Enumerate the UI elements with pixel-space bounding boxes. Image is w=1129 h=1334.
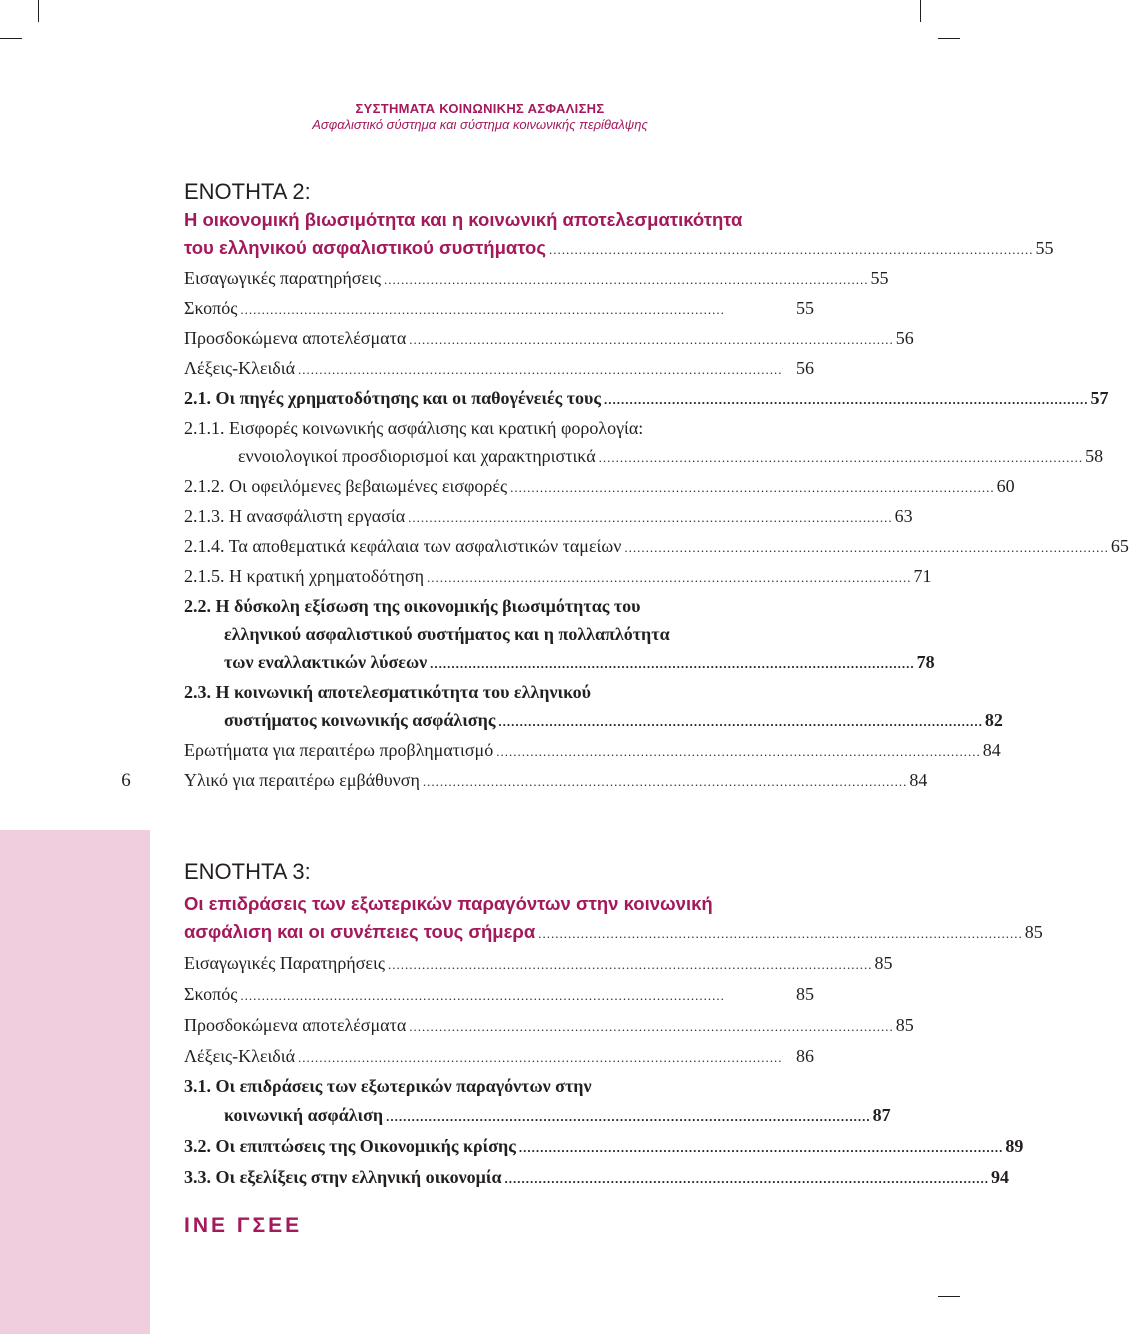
toc-entry-text: 3.3. Οι εξελίξεις στην ελληνική οικονομία (184, 1167, 502, 1187)
page-number: 6 (121, 770, 131, 791)
leader-dots: .................................................................................................................. (240, 302, 725, 317)
leader-dots: .................................................................................................................. (298, 362, 783, 377)
toc-entry-text: εννοιολογικοί προσδιορισμοί και χαρακτηριστικά (238, 446, 596, 466)
page-ref: 85 (895, 1015, 914, 1035)
toc-entry-2-3[interactable] (184, 706, 1003, 736)
leader-dots: .................................................................................................................. (409, 332, 894, 347)
leader-dots: .................................................................................................................. (498, 714, 983, 729)
toc-entry-2-3-line1: 2.3. Η κοινωνική αποτελεσματικότητα του ελληνικού (184, 682, 591, 702)
unit-2-title-line2: του ελληνικού ασφαλιστικού συστήματος (184, 237, 546, 258)
running-header (0, 101, 960, 133)
toc-entry-text: 2.1.5. Η κρατική χρηματοδότηση (184, 566, 424, 586)
leader-dots: .................................................................................................................. (518, 1140, 1004, 1155)
unit-2-title-line1: Η οικονομική βιωσιμότητα και η κοινωνική αποτελεσματικότητα (184, 209, 743, 230)
toc-entry-text: 2.1.4. Τα αποθεματικά κεφάλαια των ασφαλιστικών ταμείων (184, 536, 622, 556)
leader-dots: .................................................................................................................. (240, 988, 725, 1003)
toc-entry-text: κοινωνική ασφάλιση (224, 1105, 384, 1125)
page-ref: 82 (984, 710, 1003, 730)
side-color-bar (0, 830, 150, 1334)
toc-entry-text: 2.1. Οι πηγές χρηματοδότησης και οι παθογένειές τους (184, 388, 601, 408)
page-ref: 57 (1090, 388, 1109, 408)
page-ref: 87 (872, 1105, 891, 1125)
leader-dots: .................................................................................................................. (422, 774, 908, 789)
toc-entry-unit-2-title[interactable] (184, 234, 1054, 264)
page-ref: 55 (796, 298, 814, 318)
unit-2-section (184, 178, 1129, 796)
toc-entry[interactable] (184, 1010, 914, 1041)
leader-dots: .................................................................................................................. (496, 744, 981, 759)
toc-entry[interactable] (184, 736, 1001, 766)
toc-entry-2-1-1[interactable] (184, 442, 1104, 472)
toc-entry[interactable] (184, 264, 889, 294)
unit-2-label: ΕΝΟΤΗΤΑ 2: (184, 179, 311, 204)
toc-entry-2-2-line1: 2.2. Η δύσκολη εξίσωση της οικονομικής βιωσιμότητας του (184, 596, 641, 616)
toc-entry-text: Προσδοκώμενα αποτελέσματα (184, 328, 407, 348)
page-ref: 86 (796, 1046, 814, 1066)
publisher-logo: ΙΝΕ ΓΣΕΕ (184, 1214, 303, 1237)
page-ref: 56 (895, 328, 914, 348)
toc-entry-2-1-5[interactable] (184, 562, 932, 592)
page-ref: 55 (1035, 238, 1054, 258)
leader-dots: .................................................................................................................. (387, 957, 873, 972)
header-subtitle: Ασφαλιστικό σύστημα και σύστημα κοινωνικής περίθαλψης (312, 117, 648, 132)
leader-dots: .................................................................................................................. (548, 242, 1034, 257)
toc-entry-text: των εναλλακτικών λύσεων (224, 652, 428, 672)
toc-entry[interactable] (184, 324, 914, 354)
page-ref: 78 (916, 652, 935, 672)
toc-entry-2-1[interactable] (184, 384, 1109, 414)
toc-entry-text: Λέξεις-Κλειδιά (184, 1046, 296, 1066)
page-ref: 84 (982, 740, 1001, 760)
crop-mark (938, 1296, 960, 1297)
toc-entry-3-1-line1: 3.1. Οι επιδράσεις των εξωτερικών παραγόντων στην (184, 1076, 592, 1096)
page-ref: 63 (894, 506, 913, 526)
page-ref: 65 (1110, 536, 1129, 556)
toc-entry-2-1-1-line1: 2.1.1. Εισφορές κοινωνικής ασφάλισης και κρατική φορολογία: (184, 418, 644, 438)
page-ref: 89 (1005, 1136, 1024, 1156)
toc-entry[interactable] (184, 979, 814, 1010)
toc-entry[interactable] (184, 766, 928, 796)
toc-entry[interactable] (184, 354, 814, 384)
toc-entry-text: Προσδοκώμενα αποτελέσματα (184, 1015, 407, 1035)
toc-entry[interactable] (184, 1041, 814, 1072)
toc-entry-2-1-4[interactable] (184, 532, 1129, 562)
leader-dots: .................................................................................................................. (624, 540, 1109, 555)
toc-entry-3-2[interactable] (184, 1131, 1024, 1162)
toc-entry-text: Λέξεις-Κλειδιά (184, 358, 296, 378)
leader-dots: .................................................................................................................. (538, 926, 1023, 941)
toc-entry-text: Εισαγωγικές Παρατηρήσεις (184, 953, 385, 973)
toc-entry-2-1-2[interactable] (184, 472, 1015, 502)
toc-entry-text: 3.2. Οι επιπτώσεις της Οικονομικής κρίσης (184, 1136, 516, 1156)
toc-entry-text: Σκοπός (184, 984, 238, 1004)
page-ref: 60 (996, 476, 1015, 496)
toc-entry-text: Εισαγωγικές παρατηρήσεις (184, 268, 382, 288)
toc-entry-text: Σκοπός (184, 298, 238, 318)
leader-dots: .................................................................................................................. (384, 272, 869, 287)
unit-3-title-line1: Οι επιδράσεις των εξωτερικών παραγόντων στην κοινωνική (184, 893, 713, 914)
toc-entry-text: συστήματος κοινωνικής ασφάλισης (224, 710, 496, 730)
toc-entry[interactable] (184, 294, 814, 324)
unit-3-section (184, 858, 1043, 1193)
crop-mark (38, 0, 39, 22)
page-ref: 84 (909, 770, 928, 790)
unit-3-title-line2: ασφάλιση και οι συνέπειες τους σήμερα (184, 921, 536, 942)
page-ref: 55 (870, 268, 889, 288)
leader-dots: .................................................................................................................. (386, 1109, 871, 1124)
leader-dots: .................................................................................................................. (510, 480, 995, 495)
page-ref: 71 (913, 566, 932, 586)
crop-mark (920, 0, 921, 22)
leader-dots: .................................................................................................................. (504, 1171, 990, 1186)
header-title: ΣΥΣΤΗΜΑΤΑ ΚΟΙΝΩΝΙΚΗΣ ΑΣΦΑΛΙΣΗΣ (355, 101, 605, 116)
leader-dots: .................................................................................................................. (598, 450, 1084, 465)
page-ref: 58 (1085, 446, 1104, 466)
page-ref: 56 (796, 358, 814, 378)
leader-dots: .................................................................................................................. (298, 1050, 783, 1065)
page-ref: 85 (796, 984, 814, 1004)
toc-entry-text: Ερωτήματα για περαιτέρω προβληματισμό (184, 740, 494, 760)
leader-dots: .................................................................................................................. (603, 392, 1089, 407)
page-ref: 94 (991, 1167, 1010, 1187)
toc-entry-unit-3-title[interactable] (184, 918, 1043, 948)
toc-entry-2-1-3[interactable] (184, 502, 913, 532)
leader-dots: .................................................................................................................. (430, 656, 915, 671)
toc-entry-2-2[interactable] (184, 648, 935, 678)
toc-entry-text: 2.1.3. Η ανασφάλιστη εργασία (184, 506, 406, 526)
leader-dots: .................................................................................................................. (409, 1019, 894, 1034)
toc-entry-text: 2.1.2. Οι οφειλόμενες βεβαιωμένες εισφορές (184, 476, 508, 496)
page-ref: 85 (1024, 922, 1043, 942)
toc-entry[interactable] (184, 948, 893, 979)
page-ref: 85 (874, 953, 893, 973)
crop-mark (0, 38, 22, 39)
unit-3-label: ΕΝΟΤΗΤΑ 3: (184, 859, 311, 884)
leader-dots: .................................................................................................................. (427, 570, 912, 585)
toc-entry-text: Υλικό για περαιτέρω εμβάθυνση (184, 770, 420, 790)
leader-dots: .................................................................................................................. (408, 510, 893, 525)
crop-mark (938, 38, 960, 39)
toc-entry-2-2-line2: ελληνικού ασφαλιστικού συστήματος και η πολλαπλότητα (224, 624, 670, 644)
toc-entry-3-3[interactable] (184, 1162, 1010, 1193)
toc-entry-3-1[interactable] (184, 1101, 891, 1131)
